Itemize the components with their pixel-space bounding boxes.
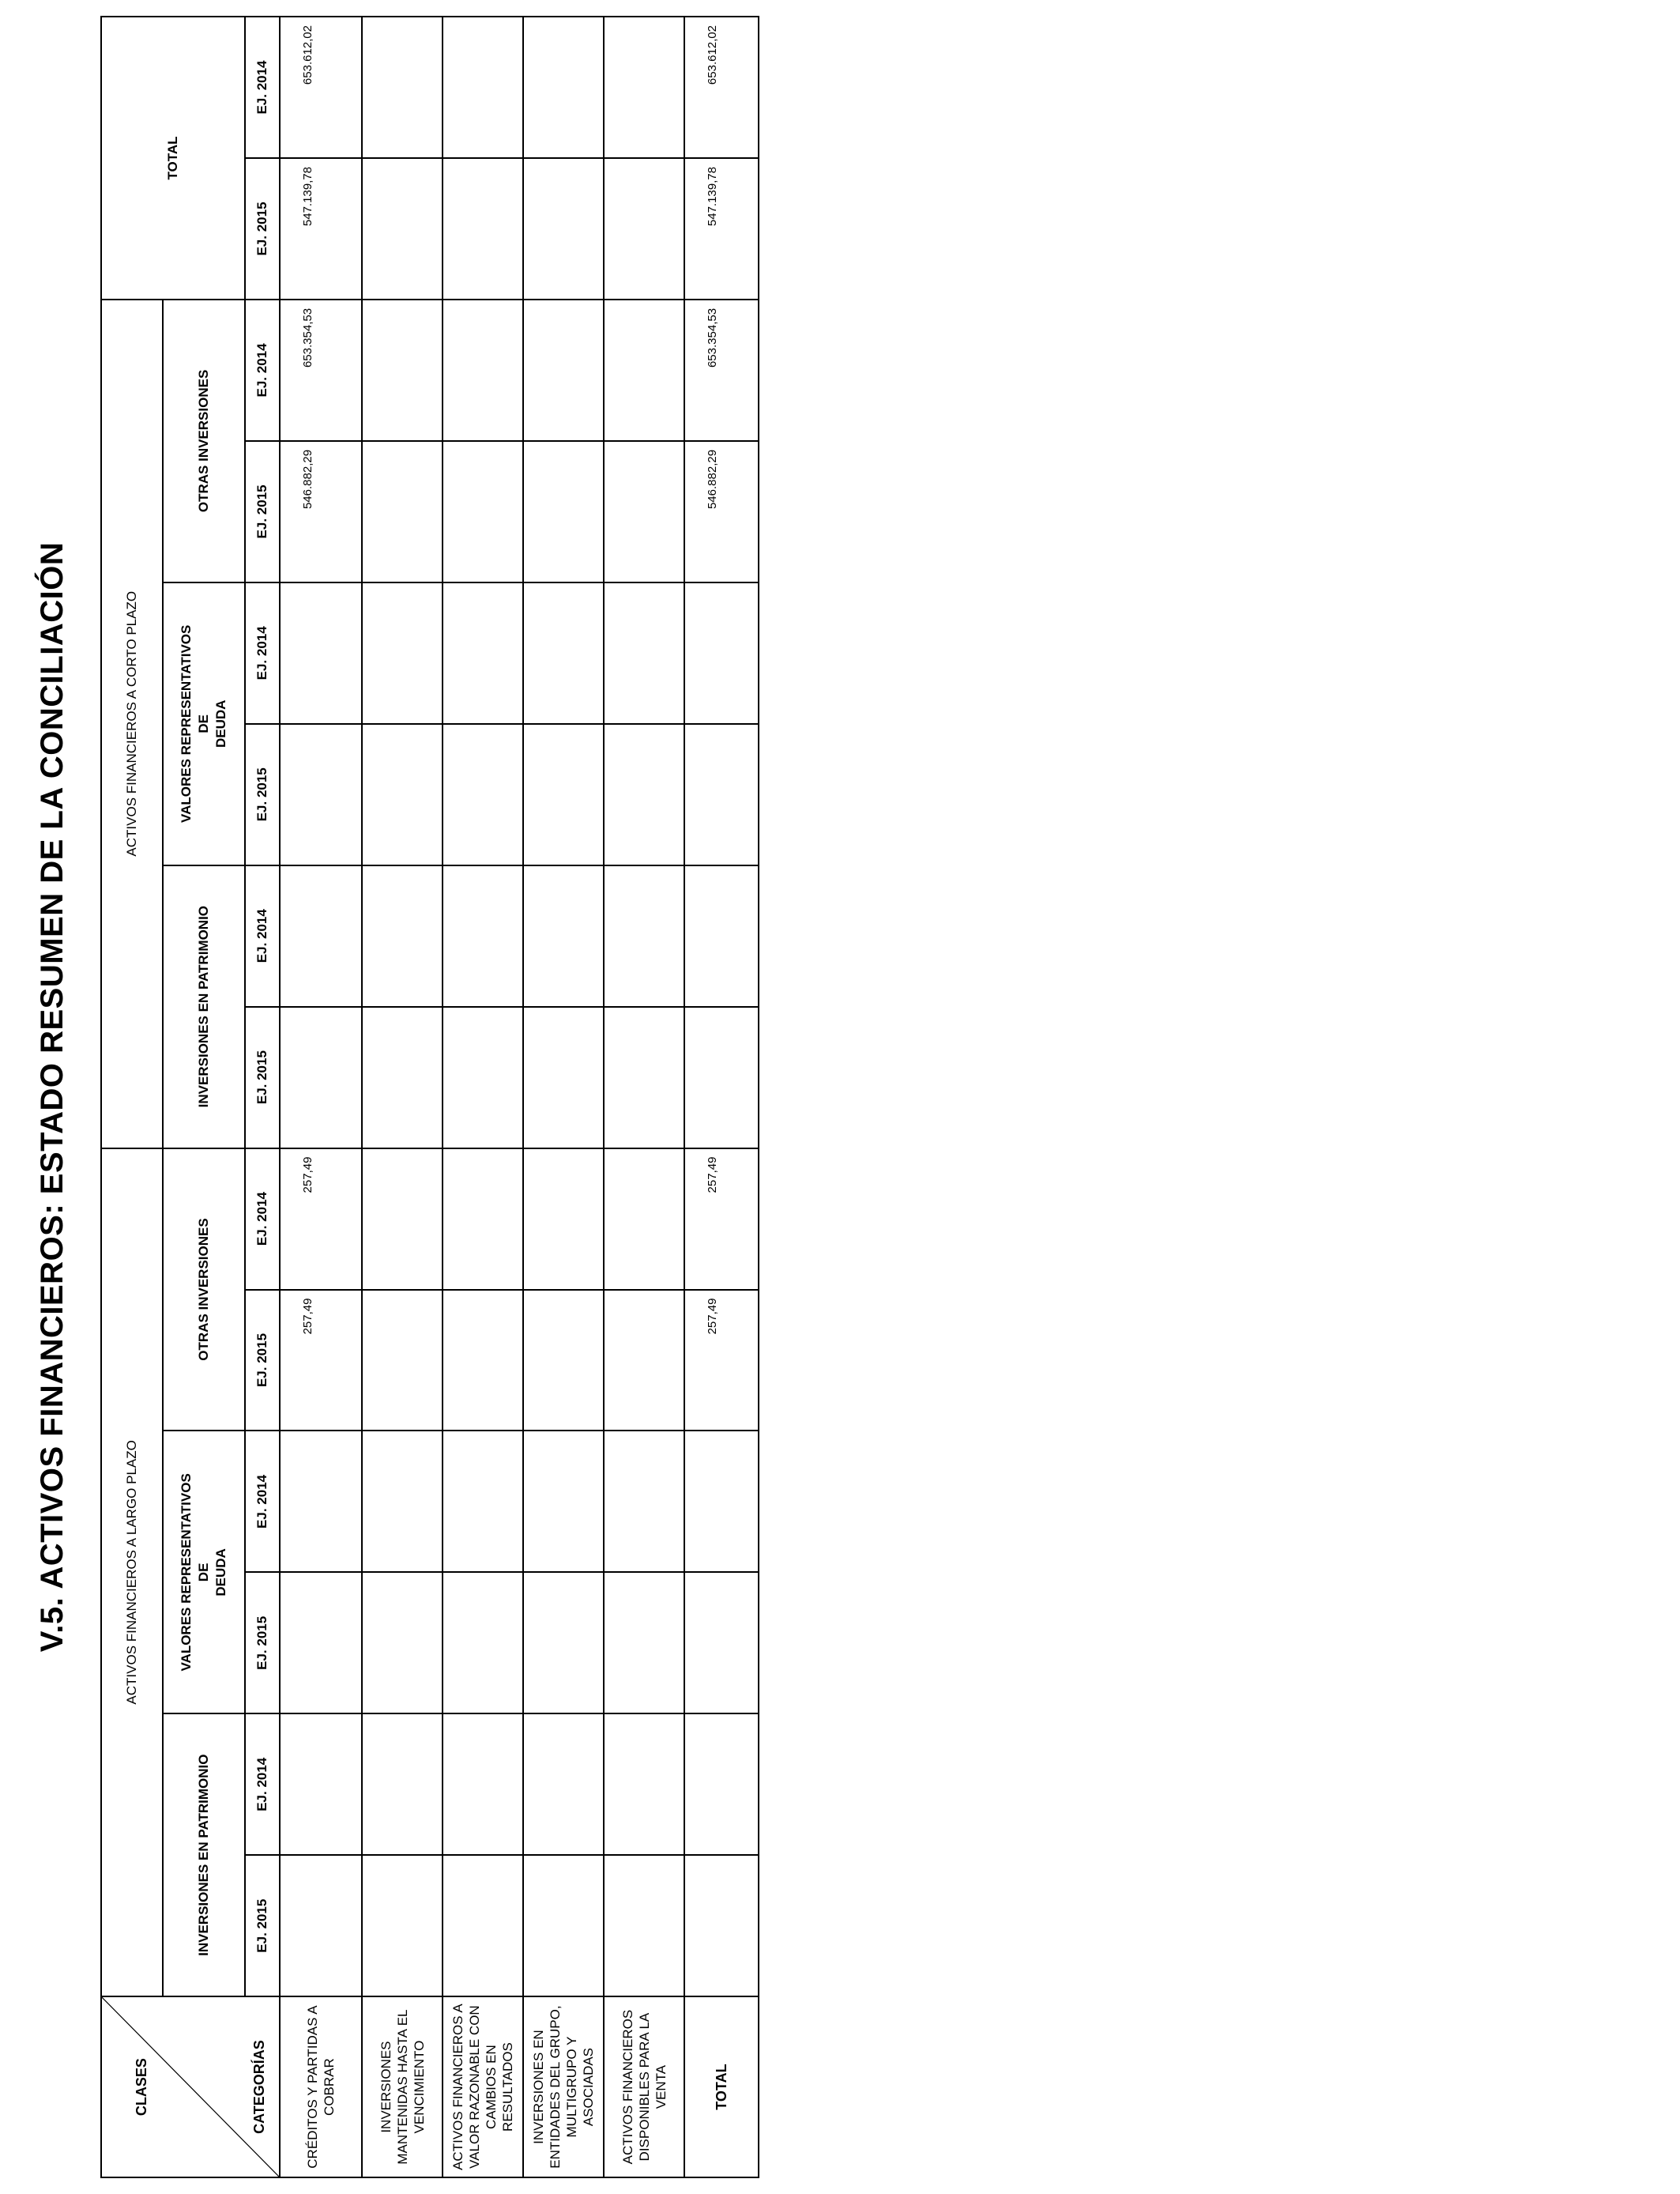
cp-otras-2015 bbox=[604, 441, 684, 582]
total-2014 bbox=[362, 17, 443, 158]
total-2015 bbox=[604, 158, 684, 300]
table-row bbox=[443, 17, 523, 2177]
cp-patrimonio-2015 bbox=[523, 1007, 604, 1148]
lp-otras-2015: 257,49 bbox=[280, 1290, 362, 1431]
grand-total-2015: 547.139,78 bbox=[684, 158, 759, 300]
clases-label: CLASES bbox=[134, 2058, 149, 2117]
header-row-groups bbox=[101, 17, 163, 2177]
year-2015-header: EJ. 2015 bbox=[245, 1290, 280, 1431]
lp-patrimonio-2015 bbox=[280, 1855, 362, 1996]
total-2014 bbox=[523, 17, 604, 158]
page-title: V.5. ACTIVOS FINANCIEROS: ESTADO RESUMEN DE LA CONCILIACIÓN bbox=[35, 541, 70, 1653]
lp-patrimonio-2014 bbox=[280, 1713, 362, 1855]
cp-valores-header bbox=[163, 582, 245, 865]
lp-patrimonio-2014 bbox=[604, 1713, 684, 1855]
cp-patrimonio-2014 bbox=[443, 865, 523, 1007]
cp-valores-2015 bbox=[443, 724, 523, 865]
total-2014 bbox=[443, 17, 523, 158]
lp-patrimonio-2014 bbox=[523, 1713, 604, 1855]
year-2014-header: EJ. 2014 bbox=[245, 582, 280, 724]
lp-valores-line3: DEUDA bbox=[213, 1548, 228, 1596]
total-lp-patrimonio-2014 bbox=[684, 1713, 759, 1855]
lp-valores-2014 bbox=[604, 1431, 684, 1572]
category-label: ACTIVOS FINANCIEROS A VALOR RAZONABLE CON CAMBIOS EN RESULTADOS bbox=[443, 1996, 523, 2177]
lp-patrimonio-2015 bbox=[604, 1855, 684, 1996]
total-cp-otras-2015: 546.882,29 bbox=[684, 441, 759, 582]
summary-table bbox=[100, 16, 759, 2178]
cp-inv-patrimonio-header: INVERSIONES EN PATRIMONIO bbox=[163, 865, 245, 1148]
table-row bbox=[280, 17, 362, 2177]
year-2014-header: EJ. 2014 bbox=[245, 17, 280, 158]
long-term-header: ACTIVOS FINANCIEROS A LARGO PLAZO bbox=[101, 1148, 163, 1997]
year-2015-header: EJ. 2015 bbox=[245, 1007, 280, 1148]
total-2014: 653.612,02 bbox=[280, 17, 362, 158]
lp-valores-2014 bbox=[362, 1431, 443, 1572]
total-cp-otras-2014: 653.354,53 bbox=[684, 300, 759, 441]
cp-otras-2014 bbox=[604, 300, 684, 441]
lp-valores-2015 bbox=[523, 1572, 604, 1713]
lp-valores-2014 bbox=[443, 1431, 523, 1572]
total-2014 bbox=[604, 17, 684, 158]
lp-patrimonio-2015 bbox=[443, 1855, 523, 1996]
category-label: CRÉDITOS Y PARTIDAS A COBRAR bbox=[280, 1996, 362, 2177]
cp-valores-line1: VALORES REPRESENTATIVOS bbox=[179, 624, 194, 823]
cp-patrimonio-2014 bbox=[604, 865, 684, 1007]
header-row-years bbox=[245, 17, 280, 2177]
short-term-header: ACTIVOS FINANCIEROS A CORTO PLAZO bbox=[101, 300, 163, 1148]
lp-valores-2015 bbox=[362, 1572, 443, 1713]
category-label: INVERSIONES EN ENTIDADES DEL GRUPO, MULTIGRUPO Y ASOCIADAS bbox=[523, 1996, 604, 2177]
total-2015: 547.139,78 bbox=[280, 158, 362, 300]
cp-patrimonio-2015 bbox=[280, 1007, 362, 1148]
year-2014-header: EJ. 2014 bbox=[245, 300, 280, 441]
year-2014-header: EJ. 2014 bbox=[245, 865, 280, 1007]
lp-patrimonio-2015 bbox=[523, 1855, 604, 1996]
total-2015 bbox=[362, 158, 443, 300]
cp-valores-2015 bbox=[362, 724, 443, 865]
cp-patrimonio-2014 bbox=[523, 865, 604, 1007]
category-label: INVERSIONES MANTENIDAS HASTA EL VENCIMIENTO bbox=[362, 1996, 443, 2177]
total-lp-valores-2014 bbox=[684, 1431, 759, 1572]
lp-valores-2014 bbox=[280, 1431, 362, 1572]
lp-otras-2015 bbox=[362, 1290, 443, 1431]
cp-patrimonio-2014 bbox=[362, 865, 443, 1007]
total-row-label: TOTAL bbox=[684, 1996, 759, 2177]
lp-valores-header bbox=[163, 1431, 245, 1713]
lp-otras-2014 bbox=[362, 1148, 443, 1290]
cp-otras-2015 bbox=[443, 441, 523, 582]
year-2015-header: EJ. 2015 bbox=[245, 1572, 280, 1713]
total-cp-valores-2014 bbox=[684, 582, 759, 724]
cp-patrimonio-2015 bbox=[362, 1007, 443, 1148]
table-row bbox=[362, 17, 443, 2177]
lp-otras-2014 bbox=[604, 1148, 684, 1290]
lp-otras-2015 bbox=[523, 1290, 604, 1431]
cp-valores-2014 bbox=[443, 582, 523, 724]
cp-otras-2014 bbox=[443, 300, 523, 441]
category-label: ACTIVOS FINANCIEROS DISPONIBLES PARA LA VENTA bbox=[604, 1996, 684, 2177]
cp-valores-line3: DEUDA bbox=[213, 699, 228, 748]
total-lp-otras-2014: 257,49 bbox=[684, 1148, 759, 1290]
cp-valores-2015 bbox=[280, 724, 362, 865]
categorias-label: CATEGORÍAS bbox=[251, 2040, 267, 2134]
lp-valores-line1: VALORES REPRESENTATIVOS bbox=[179, 1473, 194, 1672]
year-2015-header: EJ. 2015 bbox=[245, 441, 280, 582]
cp-otras-header: OTRAS INVERSIONES bbox=[163, 300, 245, 582]
cp-otras-2014 bbox=[523, 300, 604, 441]
cp-valores-2014 bbox=[280, 582, 362, 724]
total-cp-valores-2015 bbox=[684, 724, 759, 865]
total-row bbox=[684, 17, 759, 2177]
lp-otras-2015 bbox=[604, 1290, 684, 1431]
cp-valores-2014 bbox=[362, 582, 443, 724]
cp-valores-2015 bbox=[604, 724, 684, 865]
total-lp-valores-2015 bbox=[684, 1572, 759, 1713]
grand-total-2014: 653.612,02 bbox=[684, 17, 759, 158]
lp-valores-2015 bbox=[280, 1572, 362, 1713]
cp-otras-2014: 653.354,53 bbox=[280, 300, 362, 441]
cp-otras-2015 bbox=[523, 441, 604, 582]
cp-otras-2015: 546.882,29 bbox=[280, 441, 362, 582]
lp-valores-2015 bbox=[443, 1572, 523, 1713]
total-cp-patrimonio-2015 bbox=[684, 1007, 759, 1148]
cp-otras-2015 bbox=[362, 441, 443, 582]
lp-patrimonio-2014 bbox=[362, 1713, 443, 1855]
lp-patrimonio-2014 bbox=[443, 1713, 523, 1855]
lp-valores-line2: DE bbox=[196, 1563, 211, 1582]
lp-otras-2014: 257,49 bbox=[280, 1148, 362, 1290]
year-2014-header: EJ. 2014 bbox=[245, 1148, 280, 1290]
corner-cell bbox=[101, 1996, 280, 2177]
year-2014-header: EJ. 2014 bbox=[245, 1431, 280, 1572]
lp-valores-2014 bbox=[523, 1431, 604, 1572]
cp-valores-2014 bbox=[604, 582, 684, 724]
lp-inv-patrimonio-header: INVERSIONES EN PATRIMONIO bbox=[163, 1713, 245, 1996]
year-2015-header: EJ. 2015 bbox=[245, 1855, 280, 1996]
cp-patrimonio-2015 bbox=[443, 1007, 523, 1148]
header-row-subgroups bbox=[163, 17, 245, 2177]
total-lp-otras-2015: 257,49 bbox=[684, 1290, 759, 1431]
cp-valores-line2: DE bbox=[196, 714, 211, 733]
lp-otras-2014 bbox=[443, 1148, 523, 1290]
cp-valores-2014 bbox=[523, 582, 604, 724]
cp-patrimonio-2014 bbox=[280, 865, 362, 1007]
table-row bbox=[604, 17, 684, 2177]
total-2015 bbox=[523, 158, 604, 300]
lp-otras-header: OTRAS INVERSIONES bbox=[163, 1148, 245, 1431]
cp-otras-2014 bbox=[362, 300, 443, 441]
total-cp-patrimonio-2014 bbox=[684, 865, 759, 1007]
total-lp-patrimonio-2015 bbox=[684, 1855, 759, 1996]
year-2014-header: EJ. 2014 bbox=[245, 1713, 280, 1855]
year-2015-header: EJ. 2015 bbox=[245, 158, 280, 300]
total-header: TOTAL bbox=[101, 17, 245, 300]
lp-patrimonio-2015 bbox=[362, 1855, 443, 1996]
year-2015-header: EJ. 2015 bbox=[245, 724, 280, 865]
total-2015 bbox=[443, 158, 523, 300]
lp-otras-2014 bbox=[523, 1148, 604, 1290]
cp-valores-2015 bbox=[523, 724, 604, 865]
table-row bbox=[523, 17, 604, 2177]
lp-otras-2015 bbox=[443, 1290, 523, 1431]
lp-valores-2015 bbox=[604, 1572, 684, 1713]
cp-patrimonio-2015 bbox=[604, 1007, 684, 1148]
